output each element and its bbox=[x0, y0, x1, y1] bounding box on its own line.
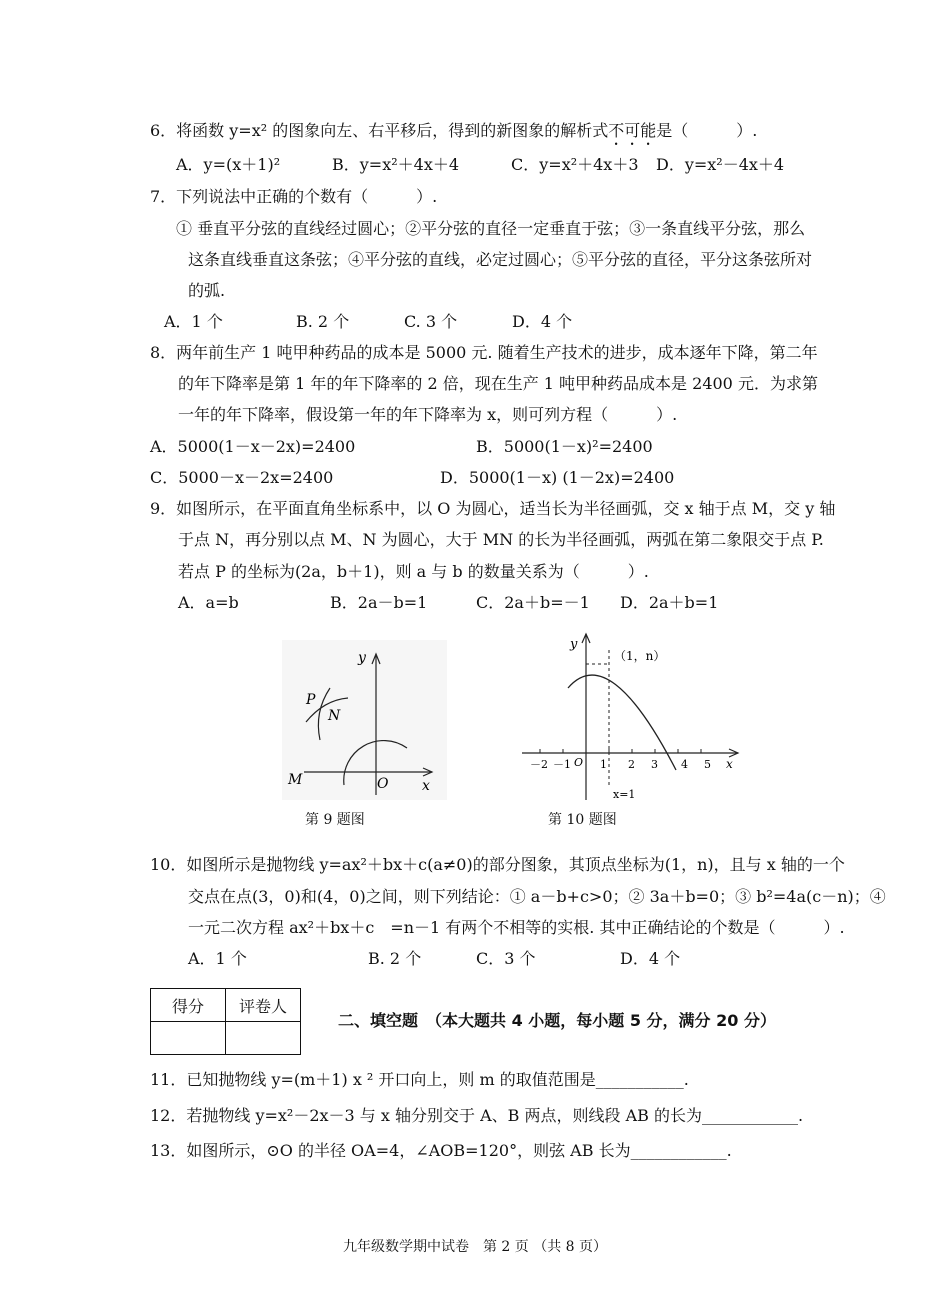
grader-cell bbox=[226, 1022, 301, 1055]
fig9-label-o: O bbox=[377, 776, 389, 792]
q8-stem-line: 的年下降率是第 1 年的年下降率的 2 倍，现在生产 1 吨甲种药品成本是 2400 元．为求第 bbox=[178, 374, 818, 393]
q11: 11．已知抛物线 y=(m＋1) x ² 开口向上，则 m 的取值范围是___________. bbox=[150, 1070, 689, 1089]
score-header: 得分 bbox=[151, 989, 226, 1022]
fig10-caption: 第 10 题图 bbox=[548, 812, 617, 828]
q10-stem-line: 10．如图所示是抛物线 y=ax²＋bx＋c(a≠0)的部分图象，其顶点坐标为(1，n)，且与 x 轴的一个 bbox=[150, 855, 845, 874]
q6-option-c: C．y=x²＋4x＋3 bbox=[511, 155, 639, 174]
q7-option-d: D．4 个 bbox=[512, 312, 573, 331]
fig10-tick-label: 1 bbox=[600, 758, 607, 771]
q7-body-line: 这条直线垂直这条弦；④平分弦的直线，必定过圆心；⑤平分弦的直径，平分这条弦所对 bbox=[188, 250, 813, 269]
fig9-caption: 第 9 题图 bbox=[305, 812, 365, 828]
fig10-tick-label: 5 bbox=[704, 758, 711, 771]
q10-option-d: D．4 个 bbox=[620, 949, 681, 968]
q8-option-d: D．5000(1－x) (1－2x)=2400 bbox=[440, 468, 675, 487]
q7-option-b: B. 2 个 bbox=[296, 312, 350, 331]
q8-stem-line: 一年的年下降率，假设第一年的年下降率为 x，则可列方程（ ）. bbox=[178, 405, 678, 424]
section-2-title: 二、填空题 （本大题共 4 小题，每小题 5 分，满分 20 分） bbox=[338, 1011, 776, 1030]
q8-option-b: B．5000(1－x)²=2400 bbox=[476, 437, 653, 456]
q13: 13．如图所示，⊙O 的半径 OA=4，∠AOB=120°，则弦 AB 长为____________. bbox=[150, 1141, 732, 1160]
fig10-tick-label: 3 bbox=[651, 758, 658, 771]
q8-option-c: C．5000－x－2x=2400 bbox=[150, 468, 334, 487]
q6-emphasis: 不可能 bbox=[608, 121, 657, 140]
fig9-label-m: M bbox=[288, 772, 303, 788]
q9-option-d: D．2a＋b=1 bbox=[620, 593, 719, 612]
q10-stem-line: 交点在点(3，0)和(4，0)之间，则下列结论：① a－b+c>0；② 3a＋b=0；③ b²=4a(c－n)；④ bbox=[188, 887, 886, 906]
figure-9 bbox=[282, 640, 447, 800]
q9-stem-line: 若点 P 的坐标为(2a，b＋1)，则 a 与 b 的数量关系为（ ）. bbox=[178, 562, 649, 581]
fig10-label-origin: O bbox=[574, 756, 584, 769]
figure-10 bbox=[518, 630, 743, 805]
fig9-label-p: P bbox=[306, 692, 316, 708]
fig10-tick-label: 2 bbox=[628, 758, 635, 771]
q9-stem-line: 于点 N，再分别以点 M、N 为圆心，大于 MN 的长为半径画弧，两弧在第二象限交于点 P. bbox=[178, 530, 824, 549]
fig9-label-x: x bbox=[422, 778, 430, 794]
fig9-label-n: N bbox=[328, 708, 341, 724]
q6-option-b: B．y=x²＋4x＋4 bbox=[332, 155, 460, 174]
q7-body-line: ① 垂直平分弦的直线经过圆心；②平分弦的直径一定垂直于弦；③一条直线平分弦，那么 bbox=[176, 219, 806, 238]
q9-option-a: A．a=b bbox=[178, 593, 239, 612]
page-footer: 九年级数学期中试卷 第 2 页 （共 8 页） bbox=[342, 1239, 608, 1255]
q9-option-b: B．2a－b=1 bbox=[330, 593, 428, 612]
fig10-label-vertex: （1，n） bbox=[614, 649, 666, 663]
q6-option-d: D．y=x²－4x＋4 bbox=[656, 155, 785, 174]
q8-stem-line: 8．两年前生产 1 吨甲种药品的成本是 5000 元. 随着生产技术的进步，成本逐年下降，第二年 bbox=[150, 343, 818, 362]
fig10-label-axis: x=1 bbox=[613, 788, 636, 801]
score-box bbox=[150, 988, 301, 1055]
fig10-tick-label: 4 bbox=[681, 758, 688, 771]
score-cell bbox=[151, 1022, 226, 1055]
q7-option-c: C. 3 个 bbox=[404, 312, 458, 331]
fig10-tick-label: －1 bbox=[553, 758, 571, 771]
fig10-label-x: x bbox=[726, 757, 733, 771]
q9-option-c: C．2a＋b=－1 bbox=[476, 593, 590, 612]
q8-option-a: A．5000(1－x－2x)=2400 bbox=[150, 437, 356, 456]
q6-stem: 6．将函数 y=x² 的图象向左、右平移后，得到的新图象的解析式不可能是（ ）. bbox=[150, 121, 758, 140]
q10-stem-line: 一元二次方程 ax²＋bx＋c =n－1 有两个不相等的实根. 其中正确结论的个数是（ ）. bbox=[188, 918, 845, 937]
q7-option-a: A．1 个 bbox=[164, 312, 223, 331]
q7-stem: 7．下列说法中正确的个数有（ ）. bbox=[150, 187, 438, 206]
q7-body-line: 的弧. bbox=[188, 281, 226, 300]
q10-option-a: A．1 个 bbox=[188, 949, 247, 968]
q9-stem-line: 9．如图所示，在平面直角坐标系中，以 O 为圆心，适当长为半径画弧，交 x 轴于点 M，交 y 轴 bbox=[150, 499, 836, 518]
q6-option-a: A．y=(x＋1)² bbox=[176, 155, 281, 174]
grader-header: 评卷人 bbox=[226, 989, 301, 1022]
q10-option-c: C．3 个 bbox=[476, 949, 536, 968]
fig10-tick-label: －2 bbox=[530, 758, 548, 771]
q12: 12．若抛物线 y=x²－2x－3 与 x 轴分别交于 A、B 两点，则线段 AB 的长为____________. bbox=[150, 1106, 804, 1125]
q10-option-b: B. 2 个 bbox=[368, 949, 422, 968]
fig10-label-y: y bbox=[570, 637, 578, 652]
fig9-label-y: y bbox=[358, 650, 366, 666]
